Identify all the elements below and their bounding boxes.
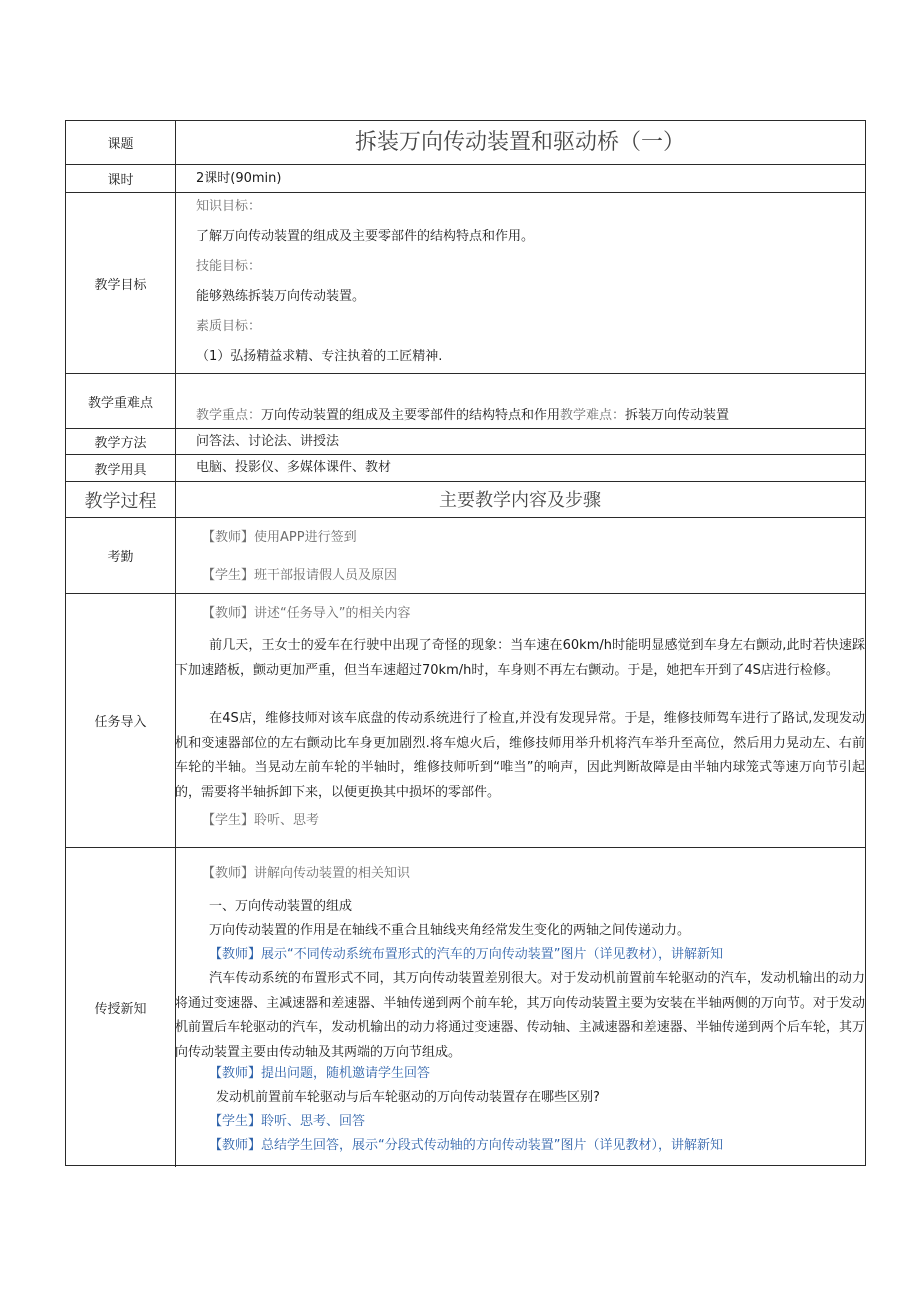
teach-definition: 万向传动装置的作用是在轴线不重合且轴线夹角经常发生变化的两轴之间传递动力。 — [209, 923, 691, 938]
new-knowledge-cell — [175, 848, 865, 1167]
intro-paragraph-2-text: 在4S店，维修技师对该车底盘的传动系统进行了检直,并没有发现异常。于是，维修技师驾车进行了路试,发现发动机和变速器部位的左右颤动比车身更加剧烈.将车熄火后，维修技师用举升机将汽车举升至高位，然后用力晃动左、右前车轮的半轴。当晃动左前车轮的半轴时，维修技师听到“唯当”的响声，因此判断故障是由半轴内球笼式等速万向节引起的，需要将半轴拆卸下来，以便更换其中损坏的零部件。 — [175, 711, 865, 800]
row-new-knowledge — [66, 848, 865, 1167]
hours-value: 2课时(90min) — [196, 171, 282, 186]
attendance-cell — [175, 518, 865, 593]
intro-paragraph-1-text: 前几天，王女士的爱车在行驶中出现了奇怪的现象：当车速在60km/h时能明显感觉到车身左右颤动,此时若快速踩下加速踏板，颤动更加严重，但当车速超过70km/h时，车身则不再左右颤动。于是，她把车开到了4S店进行检修。 — [175, 638, 865, 678]
label-task-intro: 任务导入 — [66, 594, 176, 847]
teach-teacher-3: 【教师】提出问题，随机邀请学生回答 — [209, 1066, 431, 1081]
key-text: 万向传动装置的组成及主要零部件的结构特点和作用 — [261, 408, 561, 423]
teach-teacher-1: 【教师】讲解向传动装置的相关知识 — [202, 866, 411, 881]
skill-title: 技能目标： — [196, 259, 262, 274]
teach-student: 【学生】聆听、思考、回答 — [209, 1114, 366, 1129]
lesson-title: 拆装万向传动装置和驱动桥（一） — [354, 130, 685, 155]
attendance-student: 【学生】班干部报请假人员及原因 — [202, 568, 398, 583]
difficulty-text: 拆装万向传动装置 — [625, 408, 730, 423]
objectives-cell — [175, 193, 865, 373]
row-methods — [66, 429, 865, 455]
task-intro-cell — [175, 594, 865, 847]
knowledge-text: 了解万向传动装置的组成及主要零部件的结构特点和作用。 — [196, 229, 535, 244]
intro-paragraph-1 — [175, 634, 865, 683]
quality-title: 素质目标： — [196, 319, 262, 334]
methods-cell — [175, 429, 865, 454]
label-objectives: 教学目标 — [66, 193, 176, 373]
tools-cell — [175, 455, 865, 481]
key-title: 教学重点： — [196, 408, 262, 423]
teach-section-heading: 一、万向传动装置的组成 — [209, 899, 353, 914]
label-attendance: 考勤 — [66, 518, 176, 593]
intro-student: 【学生】聆听、思考 — [202, 813, 320, 828]
teach-paragraph — [175, 967, 865, 1065]
intro-teacher: 【教师】讲述“任务导入”的相关内容 — [202, 606, 411, 621]
row-objectives — [66, 193, 865, 374]
row-tools — [66, 455, 865, 482]
process-header-cell — [175, 482, 865, 517]
label-process: 教学过程 — [66, 482, 176, 517]
row-attendance — [66, 518, 865, 594]
label-topic: 课题 — [66, 121, 176, 164]
hours-cell — [175, 165, 865, 192]
row-process-header — [66, 482, 865, 518]
teach-teacher-2: 【教师】展示“不同传动系统布置形式的汽车的万向传动装置”图片（详见教材），讲解新知 — [209, 947, 723, 962]
label-hours: 课时 — [66, 165, 176, 192]
label-methods: 教学方法 — [66, 429, 176, 454]
key-points-line — [196, 404, 729, 428]
label-new-knowledge: 传授新知 — [66, 848, 176, 1167]
key-points-cell — [175, 374, 865, 428]
intro-paragraph-2 — [175, 707, 865, 805]
label-tools: 教学用具 — [66, 455, 176, 481]
difficulty-title: 教学难点： — [560, 408, 626, 423]
teach-paragraph-text: 汽车传动系统的布置形式不同，其万向传动装置差别很大。对于发动机前置前车轮驱动的汽车，发动机输出的动力将通过变速器、主减速器和差速器、半轴传递到两个前车轮，其万向传动装置主要为安装在半轴两侧的万向节。对于发动机前置后车轮驱动的汽车，发动机输出的动力将通过变速器、传动轴、主减速器和差速器、半轴传递到两个后车轮，其万向传动装置主要由传动轴及其两端的万向节组成。 — [175, 971, 865, 1060]
label-key-points: 教学重难点 — [66, 374, 176, 428]
lesson-plan-table — [65, 120, 866, 1166]
attendance-teacher: 【教师】使用APP进行签到 — [202, 530, 357, 545]
knowledge-title: 知识目标： — [196, 199, 262, 214]
row-key-points — [66, 374, 865, 429]
process-heading: 主要教学内容及步骤 — [439, 490, 601, 511]
teach-question: 发动机前置前车轮驱动与后车轮驱动的万向传动装置存在哪些区别? — [216, 1090, 600, 1105]
methods-value: 问答法、讨论法、讲授法 — [196, 434, 340, 449]
teach-teacher-4: 【教师】总结学生回答，展示“分段式传动轴的方向传动装置”图片（详见教材），讲解新知 — [209, 1138, 723, 1153]
row-hours — [66, 165, 865, 193]
tools-value: 电脑、投影仪、多媒体课件、教材 — [196, 460, 392, 475]
topic-cell — [175, 121, 865, 164]
row-task-intro — [66, 594, 865, 848]
row-topic — [66, 121, 865, 165]
quality-text: （1）弘扬精益求精、专注执着的工匠精神. — [196, 349, 443, 364]
skill-text: 能够熟练拆装万向传动装置。 — [196, 289, 366, 304]
